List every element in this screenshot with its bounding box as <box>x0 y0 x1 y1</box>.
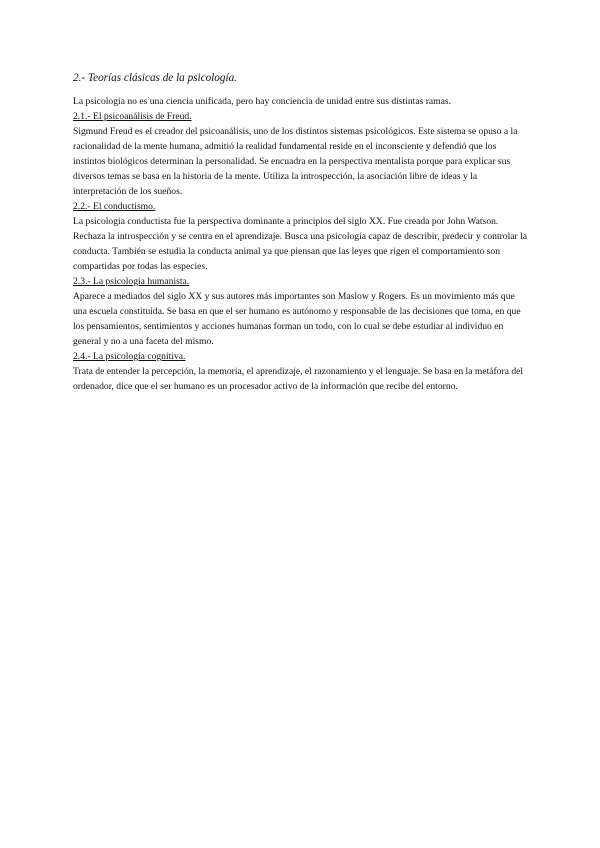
document-content <box>73 70 529 394</box>
intro-paragraph: La psicología no es una ciencia unificada, pero hay conciencia de unidad entre sus distintas ramas. <box>73 96 452 107</box>
section-body-cognitiva: Trata de entender la percepción, la memoria, el aprendizaje, el razonamiento y el lenguaje. Se basa en la metáfora del ordenador, dice que el ser humano es un procesador activo de la información que recibe del entorno. <box>73 366 524 392</box>
section-heading-cognitiva: 2.4.- La psicología cognitiva. <box>73 351 186 362</box>
section-heading-conductismo: 2.2.- El conductismo. <box>73 201 156 212</box>
document-title: 2.- Teorías clásicas de la psicología. <box>73 72 237 84</box>
section-body-freud: Sigmund Freud es el creador del psicoanálisis, uno de los distintos sistemas psicológicos. Este sistema se opuso a la racionalidad de la mente humana, admitió la realidad fundamental reside en el inconsciente y defendió que los instintos biológicos determinan la personalidad. Se encuadra en la perspectiva mentalista porque para explicar sus diversos temas se basa en la historia de la mente. Utiliza la introspección, la asociación libre de ideas y la interpretación de los sueños. <box>73 126 518 197</box>
section-body-humanista: Aparece a mediados del siglo XX y sus autores más importantes son Maslow y Rogers. Es un movimiento más que una escuela constituida. Se basa en que el ser humano es autónomo y responsable de las decisiones que toma, en que los pensamientos, sentimientos y acciones humanas forman un todo, con lo cual se debe estudiar al individuo en general y no a una faceta del mismo. <box>73 291 521 347</box>
section-heading-freud: 2.1.- El psicoanálisis de Freud. <box>73 111 192 122</box>
section-body-conductismo: La psicología conductista fue la perspectiva dominante a principios del siglo XX. Fue creada por John Watson. Rechaza la introspección y se centra en el aprendizaje. Busca una psicología capaz de describir, predecir y controlar la conducta. También se estudia la conducta animal ya que piensan que las leyes que rigen el comportamiento son compartidas por todas las especies. <box>73 216 528 272</box>
section-heading-humanista: 2.3.- La psicología humanista. <box>73 276 190 287</box>
